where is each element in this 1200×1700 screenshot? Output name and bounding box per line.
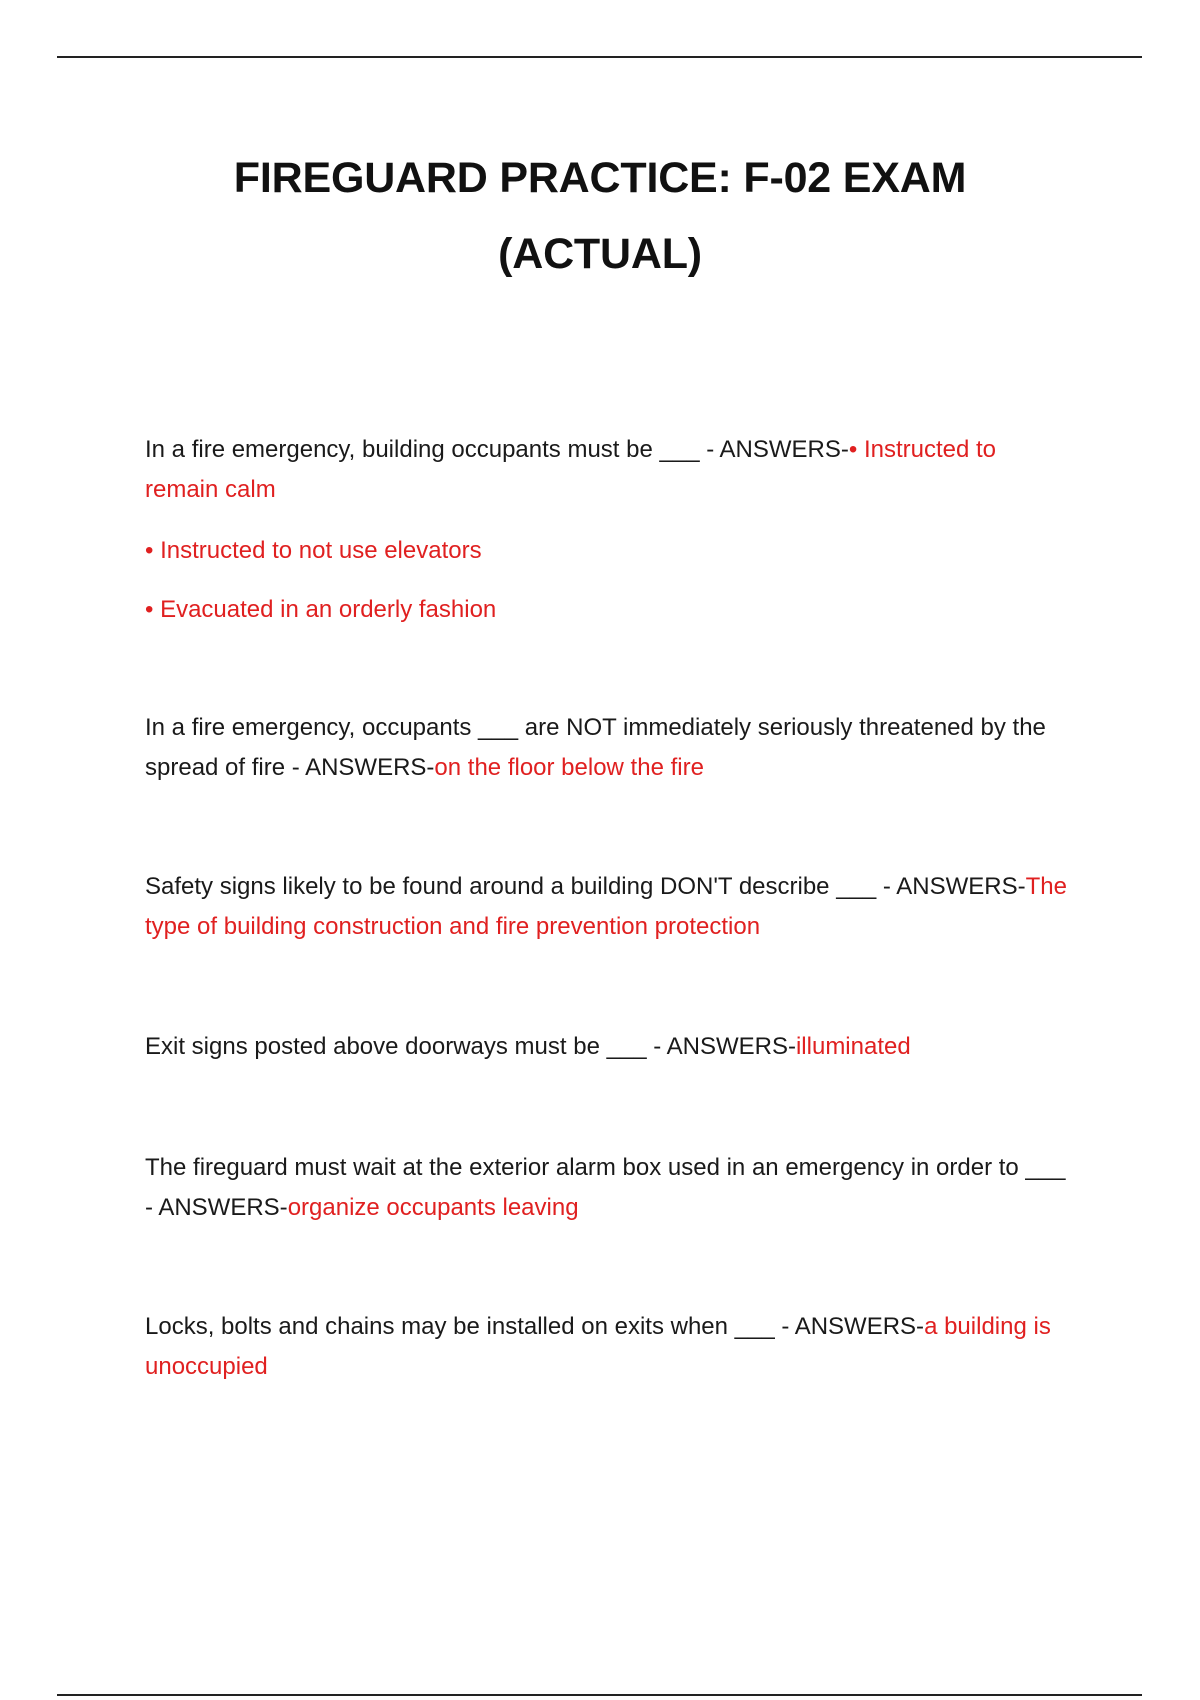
question-text: Locks, bolts and chains may be installed on exits when ___ - ANSWERS- <box>145 1313 925 1340</box>
answer-bullet-1: • Instructed to not use elevators <box>145 537 482 564</box>
question-text: Exit signs posted above doorways must be ___ - ANSWERS- <box>145 1033 796 1060</box>
question-text: The fireguard must wait at the exterior alarm box used in an emergency in order to ___ - ANSWERS- <box>145 1154 1066 1221</box>
page-title <box>0 140 1200 292</box>
qa-item-1 <box>145 430 1075 510</box>
question-text: In a fire emergency, occupants ___ are NOT immediately seriously threatened by the spread of fire - ANSWERS- <box>145 714 1046 781</box>
title-line-1: FIREGUARD PRACTICE: F-02 EXAM <box>233 154 967 202</box>
answer-text: • Instructed to remain calm <box>145 436 997 503</box>
answer-text: The type of building construction and fire prevention protection <box>145 873 1067 940</box>
qa-item-6 <box>145 1307 1075 1387</box>
bottom-rule <box>57 1694 1142 1696</box>
answer-text: on the floor below the fire <box>434 754 704 781</box>
qa-item-5 <box>145 1148 1075 1228</box>
answer-bullet-2: • Evacuated in an orderly fashion <box>145 596 497 623</box>
question-text: Safety signs likely to be found around a building DON'T describe ___ - ANSWERS- <box>145 873 1026 900</box>
answer-text: illuminated <box>795 1033 911 1060</box>
qa-item-4 <box>145 1027 1075 1067</box>
question-text: In a fire emergency, building occupants must be ___ - ANSWERS- <box>145 436 849 463</box>
qa-item-2 <box>145 708 1075 788</box>
top-rule <box>57 56 1142 58</box>
answer-text: organize occupants leaving <box>287 1194 579 1221</box>
title-line-2: (ACTUAL) <box>498 230 702 278</box>
answer-text: a building is unoccupied <box>145 1313 1051 1380</box>
qa-item-3 <box>145 867 1075 947</box>
